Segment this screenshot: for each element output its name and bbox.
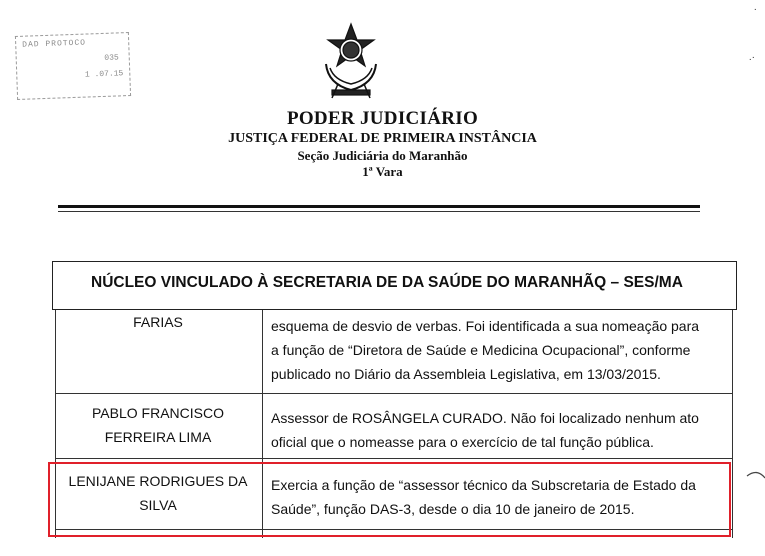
person-name-line: SILVA (139, 497, 177, 513)
person-name-line: PABLO FRANCISCO (92, 405, 224, 421)
header-section: Seção Judiciária do Maranhão (297, 148, 468, 163)
description-line: oficial que o nomeasse para o exercício de tal função pública. (271, 434, 654, 450)
person-name (59, 401, 257, 449)
scan-mark: .· (748, 52, 755, 63)
table-row (55, 310, 733, 394)
stamp-line-3: 1 .07.15 (84, 69, 124, 80)
description-line: Exercia a função de “assessor técnico da Subscretaria de Estado da (271, 477, 696, 493)
description-line: esquema de desvio de verbas. Foi identificada a sua nomeação para (271, 318, 700, 334)
scan-mark: · (753, 4, 757, 15)
section-title-box (52, 261, 737, 310)
margin-curve-icon (745, 468, 765, 488)
person-name-line: FARIAS (133, 314, 183, 330)
description-line: a função de “Diretora de Saúde e Medicina Ocupacional”, conforme (271, 342, 691, 358)
highlight-box (48, 462, 731, 537)
person-name-line: LENIJANE RODRIGUES DA (68, 473, 248, 489)
person-description (271, 406, 729, 454)
protocol-stamp (15, 32, 131, 100)
stamp-line-1: DAD PROTOCO (22, 38, 87, 50)
table-row (55, 394, 733, 459)
section-title: NÚCLEO VINCULADO À SECRETARIA DE DA SAÚDE DO MARANHÃQ – SES/MA (91, 274, 683, 291)
person-name-line: FERREIRA LIMA (104, 429, 212, 445)
header-rule-thick (58, 205, 700, 208)
person-name (59, 310, 257, 334)
header-power: PODER JUDICIÁRIO (286, 108, 479, 129)
coat-of-arms-icon (318, 20, 384, 102)
description-line: publicado no Diário da Assembleia Legislativa, em 13/03/2015. (271, 366, 661, 382)
stamp-line-2: 035 (104, 53, 119, 63)
header-vara: 1ª Vara (362, 164, 403, 179)
header-court: JUSTIÇA FEDERAL DE PRIMEIRA INSTÂNCIA (228, 131, 537, 146)
person-description (271, 314, 729, 386)
description-line: Saúde”, função DAS-3, desde o dia 10 de janeiro de 2015. (271, 501, 635, 517)
header-rule-thin (58, 211, 700, 212)
description-line: Assessor de ROSÂNGELA CURADO. Não foi localizado nenhum ato (271, 410, 699, 426)
